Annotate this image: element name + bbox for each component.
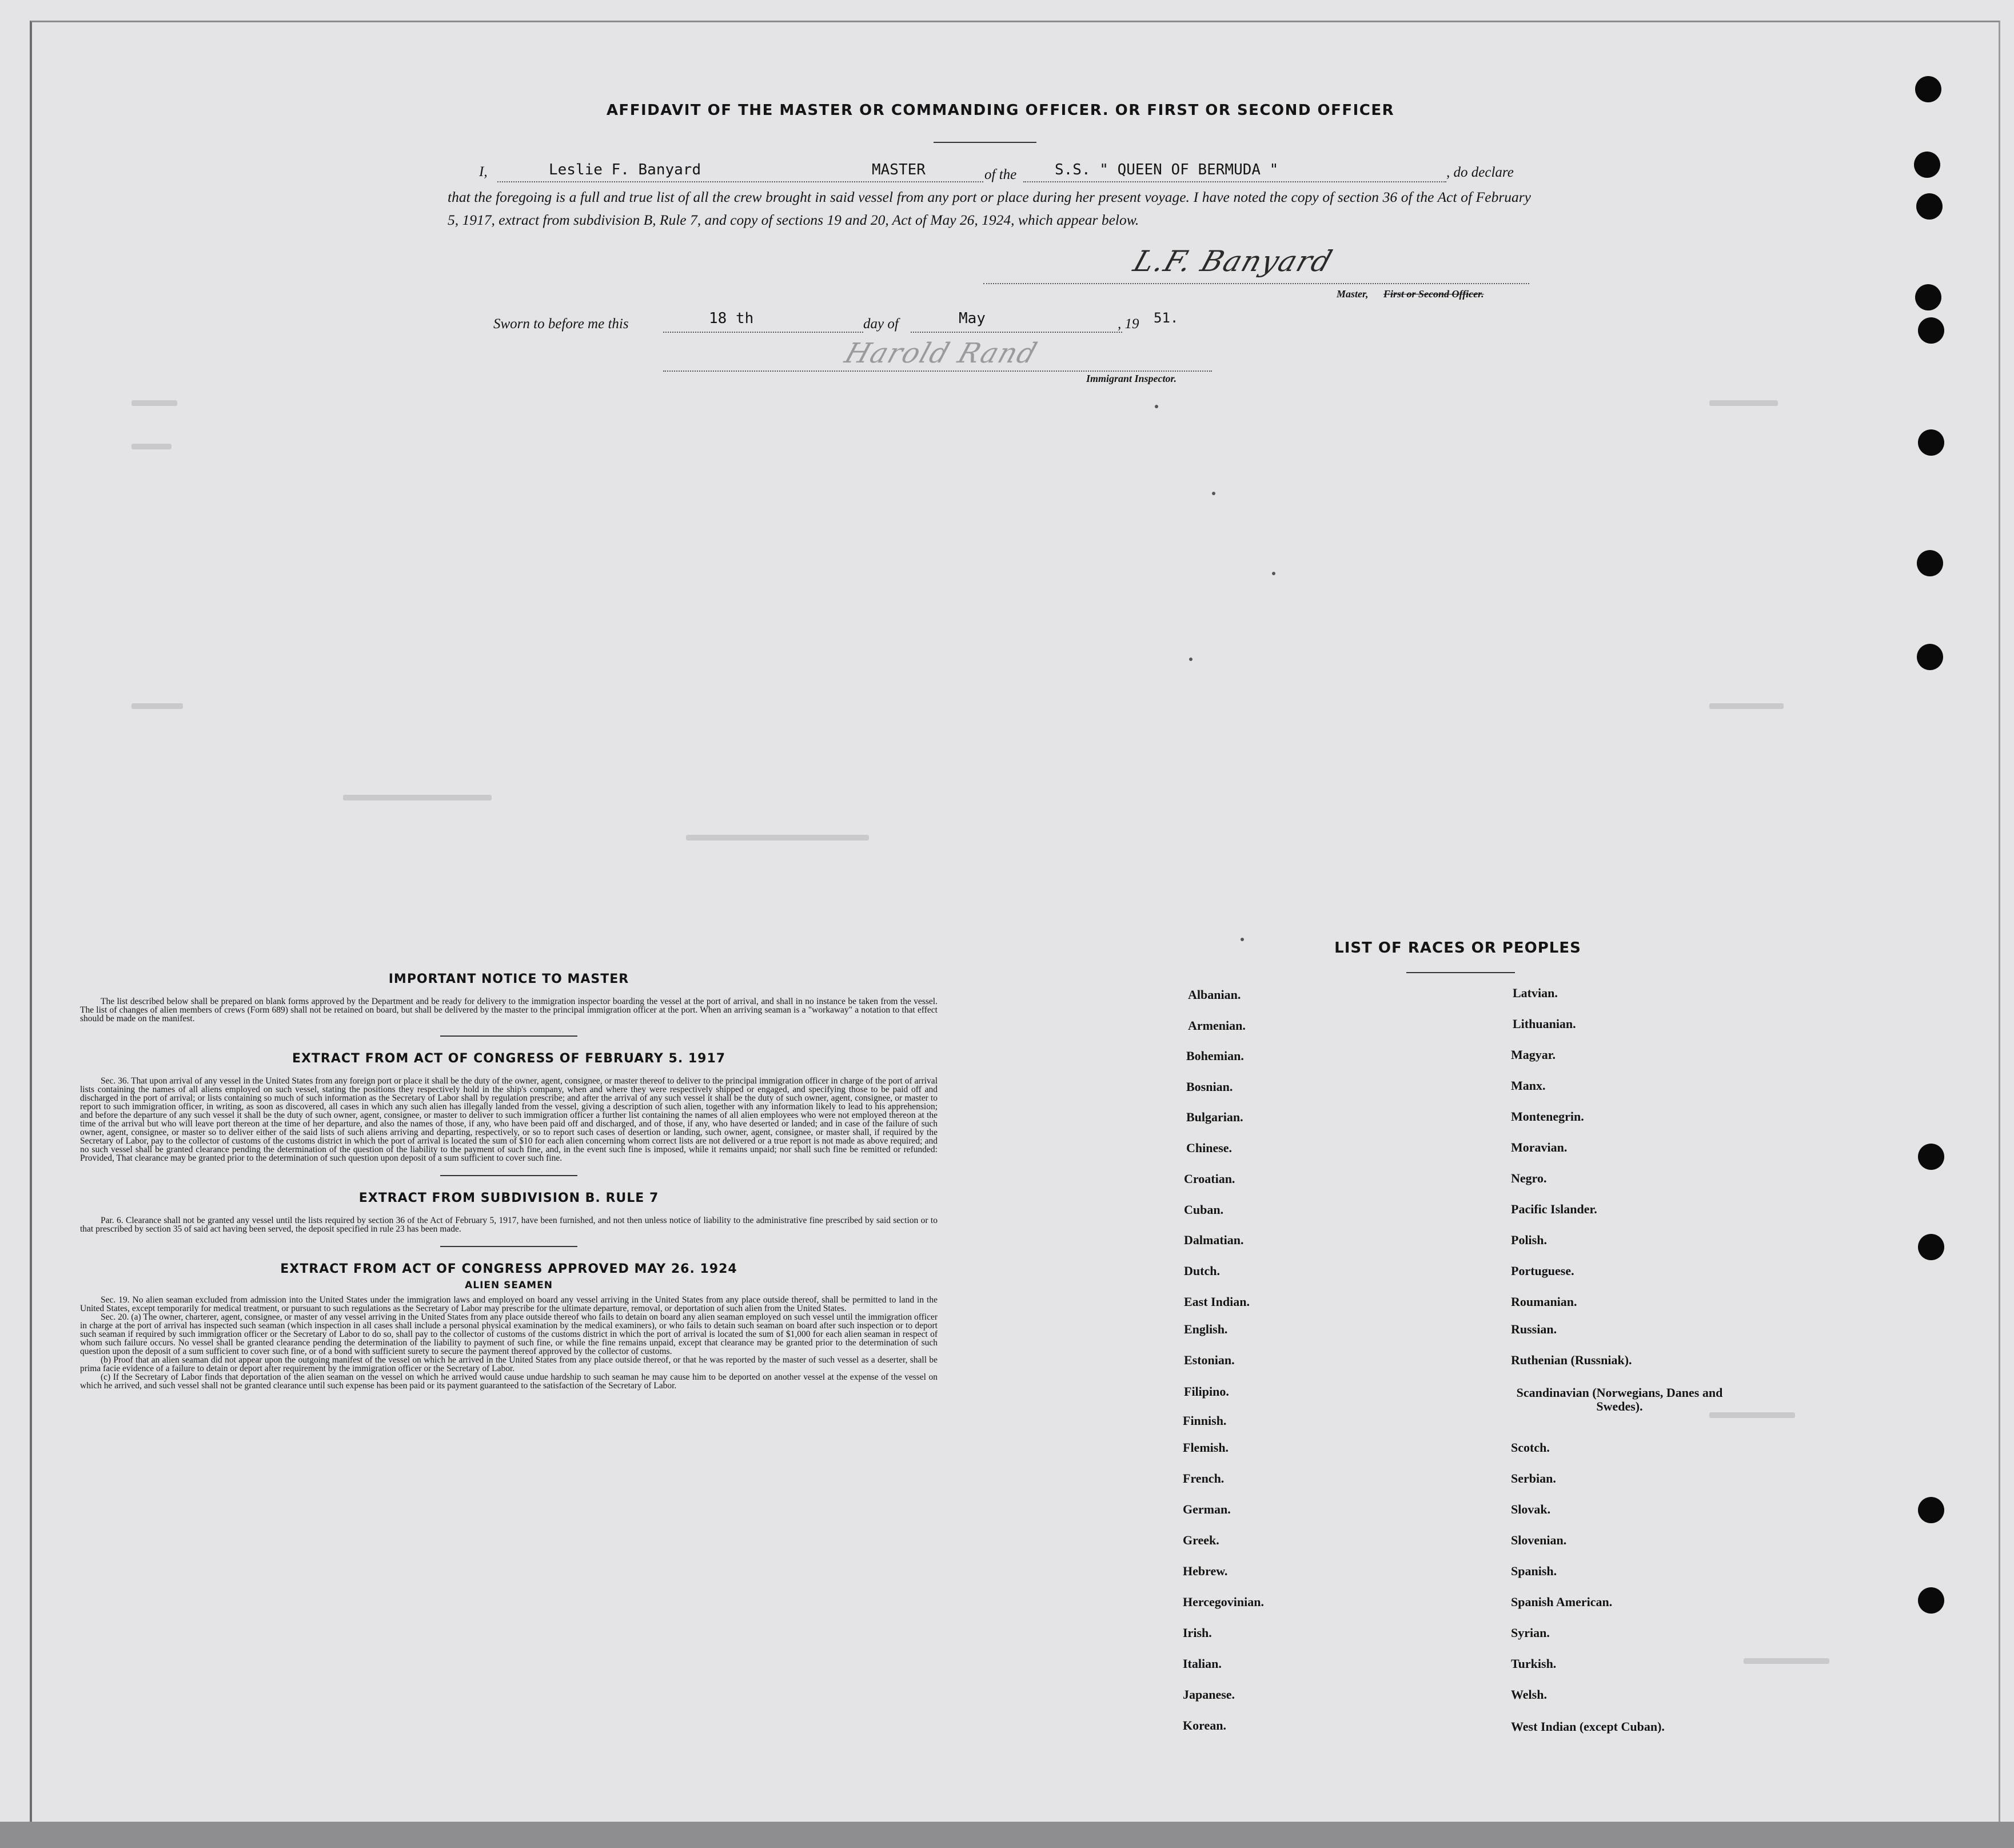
race-item: Hercegovinian.	[1183, 1595, 1264, 1609]
race-item: Japanese.	[1183, 1687, 1235, 1702]
master-signature: L.F. Banyard	[1129, 245, 1337, 278]
punch-hole	[1918, 1234, 1944, 1260]
race-item: Slovenian.	[1511, 1533, 1567, 1547]
extract-1917-text: Sec. 36. That upon arrival of any vessel in the United States from any foreign port or place it shall be the duty of the owner, agent, consignee, or master thereof to deliver to the principal immigration officer in charge of the port of arrival lists containing the names of all aliens employed on such vessel, stating the positions they respectively hold in the ship's company, when and where they were respectively shipped or engaged, and specifying those to be paid off and discharged in the port of arrival; or lists containing so much of such information as the Secretary of Labor shall by regulation prescribe; and after the arrival of any such vessel it shall be the duty of such owner, agent, consignee, or master to report to such immigration officer, in writing, as soon as discovered, all cases in which any such alien has illegally landed from the vessel, giving a description of such alien, together with any information likely to lead to his apprehension; and before the departure of any such vessel it shall be the duty of such owner, agent, consignee, or master to deliver to such immigration officer a further list containing the names of all alien employees who were not employed thereon at the time of the arrival but who will leave port thereon at the time of her departure, and also the names of those, if any, who have been paid off and discharged, and of those, if any, who have deserted or landed; and in case of the failure of such owner, agent, consignee, or master so to deliver either of the said lists of such aliens arriving and departing, respectively, or so to report such cases of desertion or landing, such owner, agent, consignee, or master shall, if required by the Secretary of Labor, pay to the collector of customs of the customs district in which the port of arrival is located the sum of $10 for each alien concerning whom correct lists are not delivered or a true report is not made as above required; and no such vessel shall be granted clearance pending the determination of the question of the liability to the payment of such fine, and, in the event such fine is imposed, while it remains unpaid; nor shall such fine be remitted or refunded: Provided, That clearance may be granted prior to the determination of such question upon deposit of a sum sufficient to cover such fine.	[80, 1076, 938, 1163]
race-item: Welsh.	[1511, 1687, 1547, 1702]
punch-hole	[1916, 193, 1943, 220]
punch-hole	[1917, 644, 1943, 670]
race-item: Cuban.	[1184, 1202, 1224, 1217]
extract-rule7-title: EXTRACT FROM SUBDIVISION B. RULE 7	[358, 1191, 659, 1205]
vessel-name: S.S. " QUEEN OF BERMUDA "	[1055, 161, 1279, 178]
bleed-through-mark	[1189, 658, 1193, 661]
race-item: Dutch.	[1184, 1264, 1220, 1278]
race-item: Moravian.	[1511, 1140, 1568, 1154]
sworn-month: May	[959, 310, 986, 327]
race-item: Montenegrin.	[1511, 1109, 1584, 1124]
section-divider	[440, 1175, 577, 1176]
race-item: Greek.	[1183, 1533, 1219, 1547]
race-item: Bulgarian.	[1186, 1110, 1243, 1124]
name-underline	[497, 181, 983, 182]
races-divider	[1406, 972, 1515, 973]
race-item: French.	[1183, 1471, 1225, 1485]
punch-hole	[1918, 1144, 1944, 1170]
punch-hole	[1918, 317, 1944, 344]
punch-hole	[1918, 429, 1944, 456]
of-the-label: of the	[984, 167, 1017, 182]
race-item: German.	[1183, 1502, 1231, 1516]
race-item: Serbian.	[1511, 1471, 1556, 1485]
extract-1917-title: EXTRACT FROM ACT OF CONGRESS OF FEBRUARY 5. 1917	[292, 1052, 726, 1066]
race-item: Bosnian.	[1186, 1080, 1233, 1094]
race-item: East Indian.	[1184, 1295, 1250, 1309]
punch-hole	[1914, 152, 1940, 178]
race-item: Hebrew.	[1183, 1564, 1228, 1578]
bleed-through-mark	[131, 444, 172, 449]
race-item: Filipino.	[1184, 1384, 1229, 1399]
vessel-underline	[1023, 181, 1446, 182]
sec-20a-text: Sec. 20. (a) The owner, charterer, agent, consignee, or master of any vessel arriving in the United States from any place outside thereof who fails to detain on board any alien seaman employed on such vessel until the immigration officer in charge at the port of arrival has inspected such seaman (which inspection in all cases shall include a personal physical examination by the medical examiners), or who fails to detain such seaman on board after such inspection or to deport such seaman if required by such immigration officer or the Secretary of Labor to do so, shall pay to the collector of customs of the customs district in which the port of arrival is located the sum of $1,000 for each alien seaman in respect of whom such failure occurs. No vessel shall be granted clearance pending the determination of the liability to payment of such fine, or while the fine remains unpaid, except that clearance may be granted prior to the determination of such question upon the deposit of a sum sufficient to cover such fine, or of a bond with sufficient surety to secure the payment thereof approved by the collector of customs.	[80, 1312, 938, 1356]
bleed-through-mark	[1709, 703, 1784, 709]
extract-1924-title: EXTRACT FROM ACT OF CONGRESS APPROVED MAY 26. 1924	[280, 1262, 737, 1276]
race-item: Magyar.	[1511, 1048, 1556, 1062]
bleed-through-mark	[686, 835, 869, 841]
day-of-label: day of	[863, 316, 899, 332]
race-item: Spanish American.	[1511, 1595, 1613, 1609]
race-item: Pacific Islander.	[1511, 1202, 1597, 1216]
race-item: Portuguese.	[1511, 1264, 1574, 1278]
month-underline	[911, 332, 1122, 333]
master-label: Master,	[1337, 288, 1369, 300]
declaration-text: that the foregoing is a full and true list of all the crew brought in said vessel from any port or place during her present voyage. I have noted the copy of section 36 of the Act of February 5, 1917, extract from subdivision B, Rule 7, and copy of sections 19 and 20, Act of May 26, 1924, which appear below.	[448, 189, 1531, 228]
section-divider	[440, 1246, 577, 1247]
punch-hole	[1915, 76, 1941, 102]
race-item: Ruthenian (Russniak).	[1511, 1353, 1632, 1367]
declare-label: , do declare	[1446, 165, 1514, 180]
notice-title: IMPORTANT NOTICE TO MASTER	[388, 972, 629, 986]
race-item: English.	[1184, 1322, 1228, 1336]
race-item: Spanish.	[1511, 1564, 1557, 1578]
notice-text: The list described below shall be prepared on blank forms approved by the Department and be ready for delivery to the immigration inspector boarding the vessel at the port of arrival, and shall in no instance be taken from the vessel. The list of changes of alien members of crews (Form 689) shall not be retained on board, but shall be delivered by the master to the principal immigration officer at the port. When an arriving seaman is a "workaway" a notation to that effect should be made on the manifest.	[80, 997, 938, 1023]
officer-rank: MASTER	[872, 161, 926, 178]
race-item: Estonian.	[1184, 1353, 1235, 1367]
race-item: Manx.	[1511, 1078, 1546, 1093]
officer-name: Leslie F. Banyard	[549, 161, 701, 178]
signature-underline	[983, 283, 1529, 284]
race-item: Flemish.	[1183, 1440, 1229, 1455]
race-item: Korean.	[1183, 1718, 1226, 1732]
bleed-through-mark	[1241, 938, 1244, 941]
race-item: Chinese.	[1186, 1141, 1233, 1155]
bleed-through-mark	[131, 703, 183, 709]
punch-hole	[1915, 284, 1941, 310]
race-item: Syrian.	[1511, 1626, 1550, 1640]
bleed-through-mark	[1212, 492, 1215, 495]
page-border	[30, 21, 2000, 1823]
bleed-through-mark	[343, 795, 492, 800]
sec-20c-text: (c) If the Secretary of Labor finds that deportation of the alien seaman on the vessel on which he arrived would cause undue hardship to such seaman he may cause him to be deported on another vessel at the expense of the vessel on which he arrived, and such vessel shall not be granted clearance until such expense has been paid or its payment guaranteed to the satisfaction of the Secretary of Labor.	[80, 1372, 938, 1391]
sec-19-text: Sec. 19. No alien seaman excluded from admission into the United States under the immigration laws and employed on board any vessel arriving in the United States from any place outside thereof, shall be permitted to land in the United States, except temporarily for medical treatment, or pursuant to such regulations as the Secretary of Labor may prescribe for the ultimate departure, removal, or deportation of such alien from the United States.	[80, 1295, 938, 1313]
notice-column	[80, 972, 938, 1390]
race-item: Dalmatian.	[1184, 1233, 1244, 1247]
bleed-through-mark	[1709, 400, 1778, 406]
inspector-signature: Harold Rand	[840, 337, 1042, 369]
race-item: Albanian.	[1188, 987, 1241, 1002]
race-item: Polish.	[1511, 1233, 1547, 1247]
officer-title-overstrike: First or Second Officer.	[1383, 288, 1484, 300]
race-item: Roumanian.	[1511, 1295, 1577, 1309]
sworn-year: 51.	[1154, 310, 1179, 326]
extract-rule7-text: Par. 6. Clearance shall not be granted any vessel until the lists required by section 36 of the Act of February 5, 1917, have been furnished, and not then unless notice of liability to the administrative fine prescribed by said section or to that prescribed by section 35 of said act having been served, the deposit specified in rule 23 has been made.	[80, 1216, 938, 1234]
race-item: Italian.	[1183, 1656, 1222, 1671]
race-item: Armenian.	[1188, 1018, 1246, 1033]
title-divider	[934, 142, 1036, 143]
punch-hole	[1918, 1497, 1944, 1523]
affidavit-title: AFFIDAVIT OF THE MASTER OR COMMANDING OFFICER. OR FIRST OR SECOND OFFICER	[606, 102, 1395, 119]
race-item: Scandinavian (Norwegians, Danes and Swedes).	[1516, 1385, 1723, 1413]
punch-hole	[1918, 1587, 1944, 1614]
race-item: Latvian.	[1513, 986, 1558, 1000]
race-item: Lithuanian.	[1513, 1017, 1576, 1031]
bleed-through-mark	[1155, 405, 1158, 408]
scan-bottom-edge	[0, 1822, 2014, 1848]
bleed-through-mark	[131, 400, 177, 406]
inspector-underline	[663, 371, 1212, 372]
bleed-through-mark	[1272, 572, 1275, 575]
race-item: Scotch.	[1511, 1440, 1550, 1455]
day-underline	[663, 332, 863, 333]
sworn-label: Sworn to before me this	[493, 316, 629, 332]
sworn-day: 18 th	[709, 310, 754, 327]
race-item: Russian.	[1511, 1322, 1557, 1336]
race-item: Negro.	[1511, 1171, 1547, 1185]
section-divider	[440, 1035, 577, 1037]
race-item: Turkish.	[1511, 1656, 1557, 1671]
races-title: LIST OF RACES OR PEOPLES	[1334, 939, 1581, 957]
race-item: Croatian.	[1184, 1172, 1235, 1186]
year-prefix: , 19	[1118, 316, 1139, 332]
sec-20b-text: (b) Proof that an alien seaman did not appear upon the outgoing manifest of the vessel on which he arrived in the United States from any place outside thereof, or that he was reported by the master of such vessel as a deserter, shall be prima facie evidence of a failure to detain or deport after requirement by the immigration officer or the Secretary of Labor.	[80, 1355, 938, 1373]
race-item: Finnish.	[1183, 1413, 1227, 1428]
i-label: I,	[479, 164, 488, 180]
race-item: Slovak.	[1511, 1502, 1551, 1516]
race-item: Bohemian.	[1186, 1049, 1244, 1063]
punch-hole	[1917, 550, 1943, 576]
inspector-label: Immigrant Inspector.	[1086, 373, 1177, 384]
race-item: Irish.	[1183, 1626, 1212, 1640]
bleed-through-mark	[1744, 1658, 1829, 1664]
race-item: West Indian (except Cuban).	[1511, 1719, 1665, 1734]
alien-seamen-subtitle: ALIEN SEAMEN	[465, 1280, 553, 1291]
